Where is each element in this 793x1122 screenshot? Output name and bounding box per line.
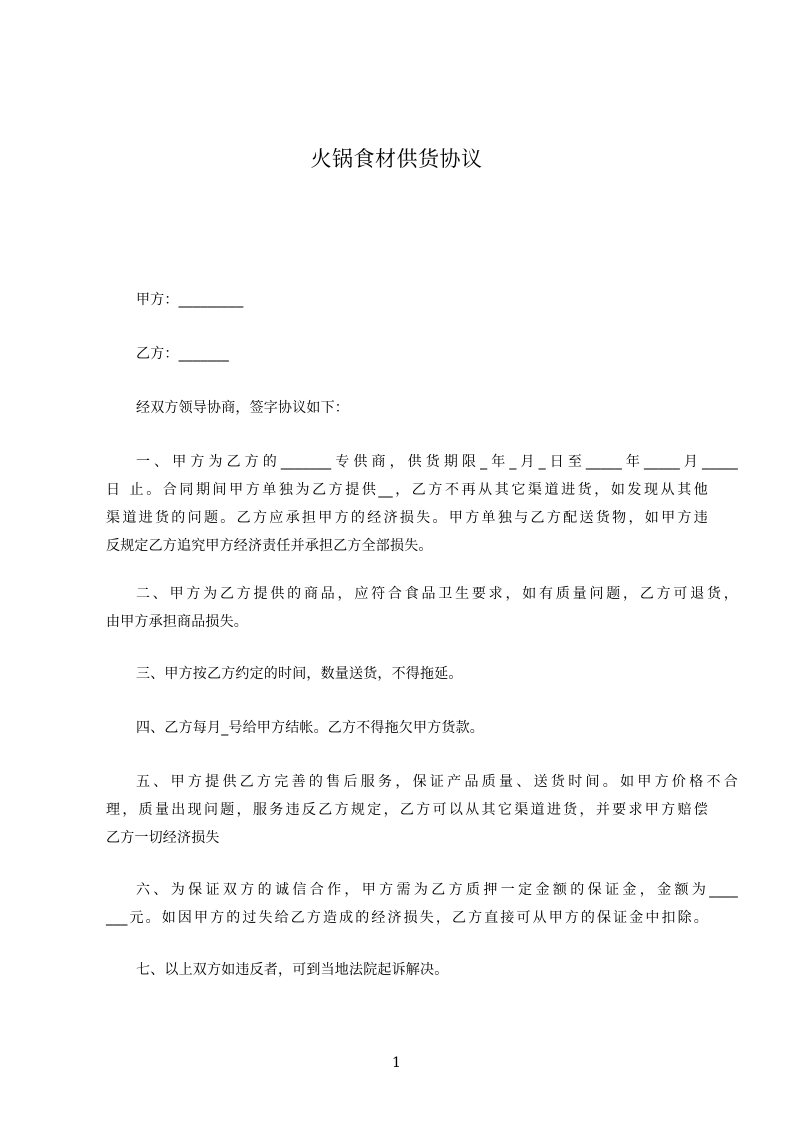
party-b-line: 乙方：_______	[136, 346, 229, 362]
clause-1-line-2: 日 止。合同期间甲方单独为乙方提供__，乙方不再从其它渠道进货，如发现从其他	[106, 482, 708, 498]
clause-1-line-4: 反规定乙方追究甲方经济责任并承担乙方全部损失。	[106, 538, 433, 554]
clause-5-line-2: 理，质量出现问题，服务违反乙方规定，乙方可以从其它渠道进货，并要求甲方赔偿	[106, 802, 708, 818]
clause-5-line-3: 乙方一切经济损失	[106, 830, 220, 846]
clause-7-line: 七、以上双方如违反者，可到当地法院起诉解决。	[136, 962, 449, 978]
party-a-line: 甲方：_________	[136, 292, 244, 308]
clause-5-line-1: 五、甲方提供乙方完善的售后服务，保证产品质量、送货时间。如甲方价格不合	[136, 774, 738, 790]
clause-1-line-1: 一、甲方为乙方的_______专供商，供货期限_年_月_日至_____年_____月_____	[136, 454, 738, 470]
clause-1-line-3: 渠道进货的问题。乙方应承担甲方的经济损失。甲方单独与乙方配送货物，如甲方违	[106, 510, 708, 526]
clause-2-line-2: 由甲方承担商品损失。	[106, 614, 248, 630]
clause-6-line-1: 六、为保证双方的诚信合作，甲方需为乙方质押一定金额的保证金，金额为____	[136, 882, 738, 898]
intro-line: 经双方领导协商，签字协议如下：	[136, 400, 349, 416]
clause-3-line: 三、甲方按乙方约定的时间，数量送货，不得拖延。	[136, 666, 463, 682]
clause-2-line-1: 二、甲方为乙方提供的商品，应符合食品卫生要求，如有质量问题，乙方可退货，	[136, 586, 738, 602]
document-title: 火锅食材供货协议	[310, 147, 483, 171]
clause-6-line-2: ___元。如因甲方的过失给乙方造成的经济损失，乙方直接可从甲方的保证金中扣除。	[106, 910, 708, 926]
page-number: 1	[392, 1055, 401, 1071]
clause-4-line: 四、乙方每月_号给甲方结帐。乙方不得拖欠甲方货款。	[136, 720, 484, 736]
